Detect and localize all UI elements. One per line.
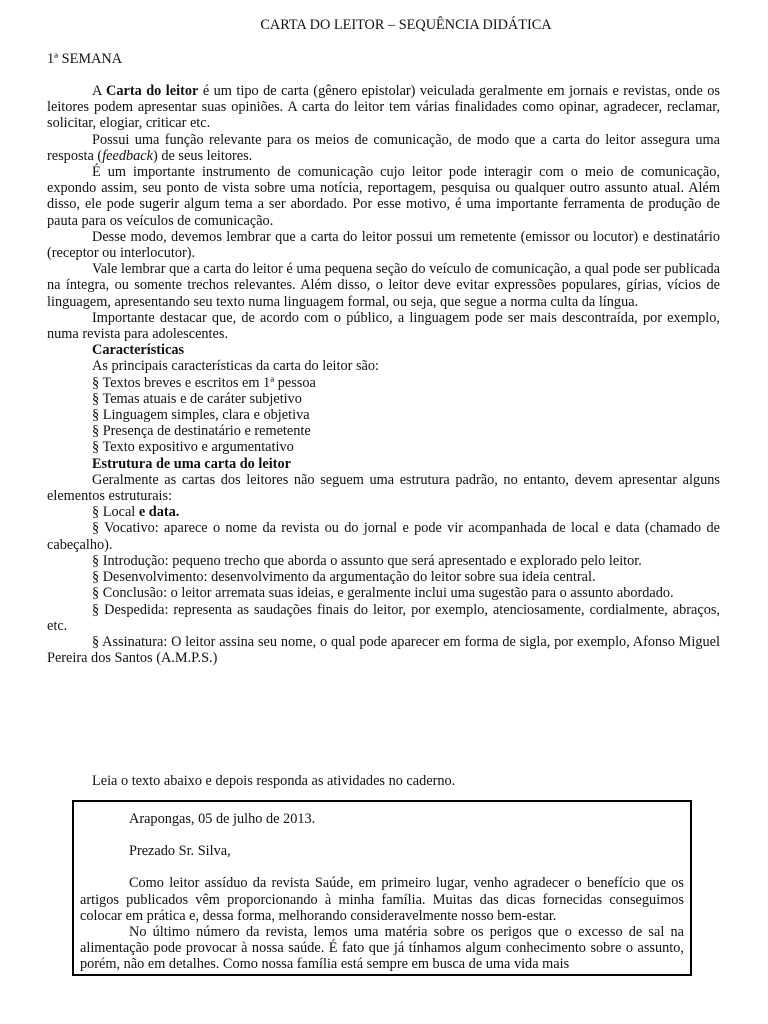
letter-paragraph-2: No último número da revista, lemos uma matéria sobre os perigos que o excesso de sal na alimentação pode provocar à nossa saúde. É fato que já tínhamos algum conhecimento sobre o assunto, porém, não em detalhes. Como nossa família está sempre em busca de uma vida mais: [80, 924, 684, 973]
letter-greeting: Prezado Sr. Silva,: [129, 843, 231, 860]
characteristics-item: § Textos breves e escritos em 1ª pessoa: [92, 374, 316, 391]
structure-item-introducao: § Introdução: pequeno trecho que aborda o assunto que será apresentado e explorado pelo leitor.: [92, 552, 642, 569]
week-label: 1ª SEMANA: [47, 51, 123, 67]
intro-paragraph-1: A Carta do leitor é um tipo de carta (gênero epistolar) veiculada geralmente em jornais e revistas, onde os leitores podem apresentar suas opiniões. A carta do leitor tem várias finalidades como opinar, agradecer, reclamar, solicitar, elogiar, criticar etc.: [47, 83, 720, 132]
characteristics-item: § Presença de destinatário e remetente: [92, 423, 311, 440]
characteristics-heading: Características: [92, 342, 185, 359]
intro-paragraph-3: É um importante instrumento de comunicação cujo leitor pode interagir com o meio de comunicação, expondo assim, seu ponto de vista sobre uma notícia, reportagem, pesquisa ou qualquer outro assunto atual. Além disso, ele pode sugerir algum tema a ser abordado. Por esse motivo, é uma importante ferramenta de produção de pauta para os veículos de comunicação.: [47, 164, 720, 229]
structure-item-assinatura: § Assinatura: O leitor assina seu nome, o qual pode aparecer em forma de sigla, por exemplo, Afonso Miguel Pereira dos Santos (A.M.P.S.): [47, 633, 720, 667]
characteristics-item: § Linguagem simples, clara e objetiva: [92, 407, 310, 424]
structure-item-despedida: § Despedida: representa as saudações finais do leitor, por exemplo, atenciosamente, cordialmente, abraços, etc.: [47, 601, 720, 634]
structure-heading: Estrutura de uma carta do leitor: [92, 455, 291, 472]
letter-date: Arapongas, 05 de julho de 2013.: [129, 811, 316, 827]
term-carta-do-leitor: Carta do leitor: [106, 83, 199, 99]
characteristics-item: § Temas atuais e de caráter subjetivo: [92, 390, 302, 407]
structure-item-vocativo: § Vocativo: aparece o nome da revista ou do jornal e pode vir acompanhada de local e data (chamado de cabeçalho).: [47, 520, 720, 553]
instruction-text: Leia o texto abaixo e depois responda as atividades no caderno.: [92, 773, 456, 789]
intro-paragraph-2: Possui uma função relevante para os meios de comunicação, de modo que a carta do leitor assegura uma resposta (feedback) de seus leitores.: [47, 131, 720, 164]
term-feedback: feedback: [102, 147, 153, 164]
sample-letter-box: [72, 800, 692, 976]
intro-paragraph-4: Desse modo, devemos lembrar que a carta do leitor possui um remetente (emissor ou locutor) e destinatário (receptor ou interlocutor).: [47, 228, 720, 262]
structure-item-conclusao: § Conclusão: o leitor arremata suas ideias, e geralmente inclui uma sugestão para o assunto abordado.: [92, 585, 674, 602]
letter-paragraph-1: Como leitor assíduo da revista Saúde, em primeiro lugar, venho agradecer o benefício que os artigos publicados vêm proporcionando à minha família. Muitas das dicas fornecidas conseguimos colocar em prática e, dessa forma, melhorando consideravelmente nosso bem-estar.: [80, 875, 684, 924]
structure-lead: Geralmente as cartas dos leitores não seguem uma estrutura padrão, no entanto, devem apresentar alguns elementos estruturais:: [47, 471, 720, 505]
intro-paragraph-5: Vale lembrar que a carta do leitor é uma pequena seção do veículo de comunicação, a qual pode ser publicada na íntegra, ou somente trechos relevantes. Além disso, o leitor deve evitar expressões populares, gírias, vícios de linguagem, apresentando seu texto numa linguagem formal, ou seja, que segue a norma culta da língua.: [47, 261, 720, 310]
document-title: CARTA DO LEITOR – SEQUÊNCIA DIDÁTICA: [260, 17, 552, 33]
structure-item-desenvolvimento: § Desenvolvimento: desenvolvimento da argumentação do leitor sobre sua ideia central.: [92, 569, 596, 586]
document-body: [47, 83, 720, 666]
intro-paragraph-6: Importante destacar que, de acordo com o público, a linguagem pode ser mais descontraída, por exemplo, numa revista para adolescentes.: [47, 309, 720, 343]
characteristics-lead: As principais características da carta do leitor são:: [92, 358, 380, 375]
structure-item-local: § Local e data.: [92, 504, 180, 521]
characteristics-item: § Texto expositivo e argumentativo: [92, 439, 294, 456]
